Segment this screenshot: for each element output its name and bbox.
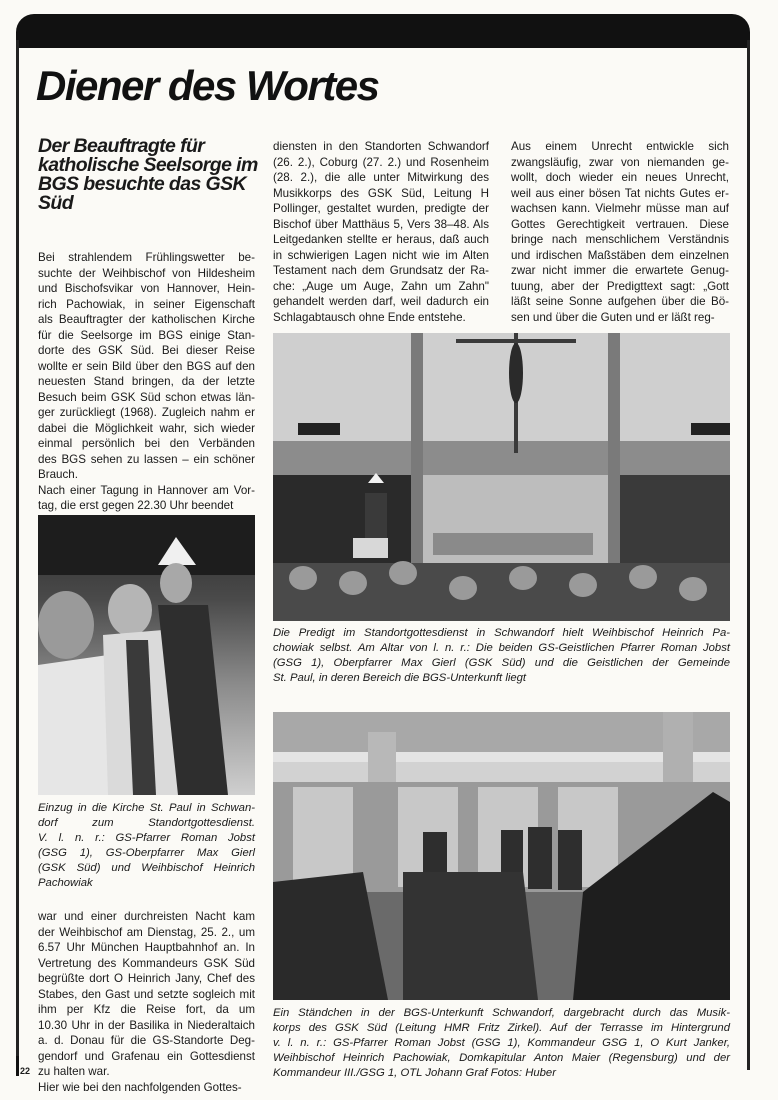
column-1-bottom	[38, 909, 255, 1095]
text-line: St. Paul, in deren Bereich die BGS-Unterkunft liegt	[273, 672, 527, 684]
text-line: Hier wie bei den nachfolgenden Gottes-	[38, 1080, 242, 1094]
text-line: war und einer durchreisten Nacht kam	[38, 910, 255, 923]
text-line: Nach einer Tagung in Hannover am Vor-	[38, 483, 255, 497]
text-line: Ein Ständchen in der BGS-Unterkunft Schwandorf, dargebracht durch das Musik-	[273, 1007, 730, 1019]
text-line: der Weihbischof am Dienstag, 25. 2., um	[38, 925, 255, 939]
text-line: als Beauftragter der katholischen Kirche	[38, 313, 255, 326]
text-line: zwangsläufig, zwar von niemanden ge-	[511, 155, 729, 169]
text-line: Kommandeur III./GSG 1, OTL Johann Graf Fotos: Huber	[273, 1067, 556, 1079]
text-line: Schlagabtausch ohne Ende entstehe.	[273, 310, 466, 324]
text-line: einmal persönlich bei den Verbänden	[38, 437, 255, 450]
text-line: und Bischofsvikar von Hannover, Hein-	[38, 282, 255, 295]
text-line: wachsen kann. Vielmehr müsse man auf	[511, 202, 729, 215]
text-line: tuung, aber der Predigttext sagt: „Gott	[511, 279, 729, 293]
page-marker	[16, 1056, 19, 1076]
header-bar	[16, 14, 750, 48]
right-border	[747, 40, 750, 1070]
text-line: (26. 2.), Coburg (27. 2.) und Rosenheim	[273, 155, 489, 169]
text-line: (28. 2.), die alle unter Mitwirkung des	[273, 171, 489, 184]
text-line: a. d. Donau für die GS-Standorte Deg-	[38, 1034, 255, 1047]
text-line: in schwierigen Lagen nicht wie im Alten	[273, 248, 489, 262]
text-line: gendorf und Grafenau ein Gottesdienst	[38, 1049, 255, 1063]
text-line: chowiak selbst. Am Altar von l. n. r.: Die beiden GS-Geistlichen Pfarrer Roman Jobst	[273, 642, 730, 654]
text-line: 6.57 Uhr München Hauptbahnhof an. In	[38, 941, 255, 954]
article-title: Diener des Wortes	[36, 62, 379, 109]
caption-sermon	[273, 626, 730, 686]
text-line: 10.30 Uhr in der Basilika in Niederaltaich	[38, 1018, 255, 1032]
text-line: zwar nicht immer die erwartete Genug-	[511, 264, 729, 277]
text-line: neuesten Stand bringen, da der letzte	[38, 375, 255, 388]
text-line: Aus einem Unrecht entwickle sich	[511, 140, 729, 153]
text-line: suchte der Weihbischof von Hildesheim	[38, 266, 255, 280]
text-line: korps des GSK Süd (Leitung HMR Fritz Zirkel). Auf der Terrasse im Hintergrund	[273, 1022, 730, 1034]
text-line: Gottes Gerechtigkeit vertrauen. Diese	[511, 217, 729, 231]
text-line: zu halten war.	[38, 1065, 110, 1078]
text-line: Die Predigt im Standortgottesdienst in Schwandorf hielt Weihbischof Heinrich Pa-	[273, 627, 730, 639]
column-3	[511, 139, 729, 325]
text-line: Weihbischof Heinrich Pachowiak, Domkapitular Anton Maier (Regensburg) und der	[273, 1052, 730, 1064]
text-line: Brauch.	[38, 468, 78, 481]
text-line: gehandelt werden darf, weil dadurch ein	[273, 295, 489, 308]
text-line: Besuch beim GSK Süd schon etwas län-	[38, 390, 255, 404]
text-line: und irdischen Maßstäben dem einzelnen	[511, 248, 729, 262]
photo-sermon-image	[273, 333, 730, 621]
text-line: Einzug in die Kirche St. Paul in Schwan-	[38, 802, 255, 814]
photo-procession-image	[38, 515, 255, 795]
column-1-top	[38, 250, 255, 514]
text-line: dorf zum Standortgottesdienst.	[38, 817, 255, 829]
text-line: Leitgedanken stellte er heraus, daß auch	[273, 233, 489, 246]
text-line: des BGS sehen zu lassen – ein schöner	[38, 452, 255, 466]
text-line: Pachowiak	[38, 877, 93, 889]
text-line: dorte des GSK Süd. Bei dieser Reise	[38, 344, 255, 357]
text-line: wollte er sein Bild über den BGS auf den	[38, 359, 255, 373]
caption-procession	[38, 801, 255, 891]
text-line: Stabes, den Gast und setzte sogleich mit	[38, 987, 255, 1001]
page-number: 22	[20, 1066, 31, 1076]
text-line: begrüßte dort O Heinrich Jany, Chef des	[38, 972, 255, 985]
text-line: che: „Auge um Auge, Zahn um Zahn"	[273, 279, 489, 293]
text-line: Vertretung des Kommandeurs GSK Süd	[38, 956, 255, 970]
text-line: Musikkorps des GSK Süd, Leitung H	[273, 186, 489, 200]
text-line: weil aus einer bösen Tat nichts Gutes er-	[511, 186, 729, 200]
photo-serenade	[273, 712, 730, 1000]
text-line: läßt seine Sonne aufgehen über die Bö-	[511, 295, 729, 308]
caption-serenade	[273, 1006, 730, 1081]
photo-procession	[38, 515, 255, 795]
photo-sermon	[273, 333, 730, 621]
text-line: Testament nach dem Grundsatz der Ra-	[273, 264, 489, 277]
text-line: bringe nach menschlichem Verständnis	[511, 233, 729, 246]
text-line: Bischof über Matthäus 5, Vers 38–48. Als	[273, 217, 489, 231]
photo-serenade-image	[273, 712, 730, 1000]
article-subhead: Der Beauftragte für katholische Seelsorge im BGS besuchte das GSK Süd	[38, 135, 258, 214]
text-line: (GSG 1), Oberpfarrer Max Gierl (GSK Süd) und die Geistlichen der Gemeinde	[273, 657, 730, 669]
text-line: tag, die erst gegen 22.30 Uhr beendet	[38, 499, 234, 512]
text-line: dabei die Möglichkeit wahr, sich wieder	[38, 421, 255, 435]
text-line: Bei strahlendem Frühlingswetter be-	[38, 251, 255, 264]
left-border	[16, 40, 19, 1070]
text-line: ger zurückliegt (1968). Zugleich nahm er	[38, 406, 255, 419]
text-line: rich Pachowiak, in seiner Eigenschaft	[38, 297, 255, 311]
text-line: (GSG 1), GS-Oberpfarrer Max Gierl	[38, 847, 255, 859]
text-line: für die Seelsorge im BGS einige Stan-	[38, 328, 255, 342]
text-line: ihm per Kfz die Reise fort, da um	[38, 1003, 255, 1016]
text-line: (GSK Süd) und Weihbischof Heinrich	[38, 862, 255, 874]
column-2	[273, 139, 489, 325]
text-line: sen und über die Guten und er läßt reg-	[511, 310, 715, 324]
text-line: V. l. n. r.: GS-Pfarrer Roman Jobst	[38, 832, 255, 844]
text-line: diensten in den Standorten Schwandorf	[273, 140, 489, 153]
text-line: wollt, doch wieder ein neues Unrecht,	[511, 171, 729, 184]
text-line: Pollinger, gestaltet wurden, predigte der	[273, 202, 489, 215]
text-line: v. l. n. r.: GS-Pfarrer Roman Jobst (GSG 1), Kommandeur GSG 1, O Kurt Janker,	[273, 1037, 730, 1049]
